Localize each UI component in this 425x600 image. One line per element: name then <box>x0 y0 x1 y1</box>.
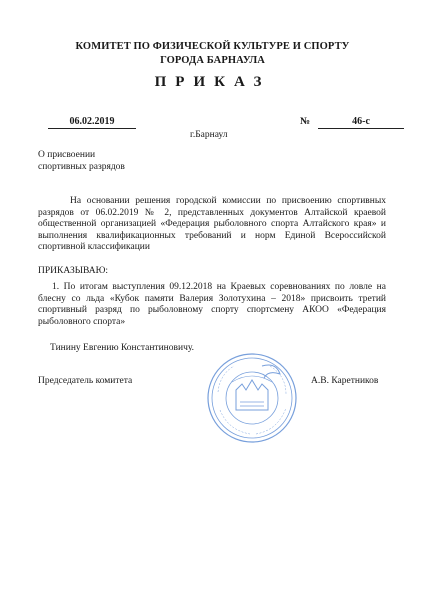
doc-number: 46-с <box>318 116 404 129</box>
doc-subject <box>38 150 125 173</box>
subject-line2: спортивных разрядов <box>38 161 125 172</box>
order-item-1: 1. По итогам выступления 09.12.2018 на Краевых соревнованиях по ловле на блесну со льда «Кубок памяти Валерия Золотухина – 2018» присвоить третий спортивный разряд по рыболовному спорту спортсмену АКОО «Федерация рыболовного спорта» <box>38 282 386 327</box>
doc-city: г.Барнаул <box>190 130 228 140</box>
org-name-line2: ГОРОДА БАРНАУЛА <box>160 55 265 66</box>
order-word: ПРИКАЗЫВАЮ: <box>38 266 109 276</box>
signatory-position: Председатель комитета <box>38 376 133 386</box>
subject-line1: О присвоении <box>38 150 96 160</box>
doc-date: 06.02.2019 <box>48 116 136 129</box>
doc-title: ПРИКАЗ <box>154 74 271 90</box>
signatory-name: А.В. Каретников <box>311 376 379 386</box>
basis-paragraph: На основании решения городской комиссии по присвоению спортивных разрядов от 06.02.2019 № 2, представленных документов Алтайской краевой общественной организацией «Федерация рыболовного спорта Алтайского края» и выполнения квалификационных требований и норм Единой Всероссийской спортивной классификации <box>38 196 386 252</box>
athlete-name: Тинину Евгению Константиновичу. <box>50 343 195 353</box>
official-seal-stamp <box>206 352 298 444</box>
org-name-line1: КОМИТЕТ ПО ФИЗИЧЕСКОЙ КУЛЬТУРЕ И СПОРТУ <box>75 41 350 52</box>
number-sign: № <box>300 116 311 127</box>
